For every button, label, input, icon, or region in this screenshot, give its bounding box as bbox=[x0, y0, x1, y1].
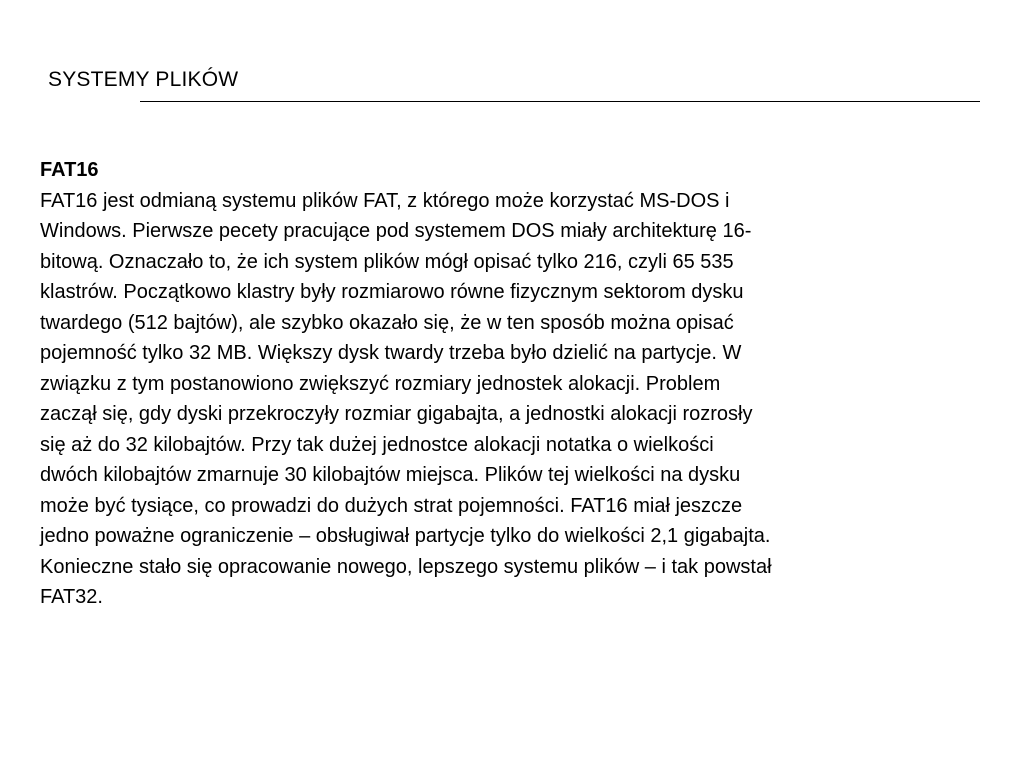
body-line: Windows. Pierwsze pecety pracujące pod systemem DOS miały architekturę 16- bbox=[40, 220, 752, 242]
body-line: twardego (512 bajtów), ale szybko okazało się, że w ten sposób można opisać bbox=[40, 311, 734, 334]
title-underline bbox=[140, 101, 980, 102]
body-line: się aż do 32 kilobajtów. Przy tak dużej jednostce alokacji notatka o wielkości bbox=[40, 433, 714, 456]
body-line: Konieczne stało się opracowanie nowego, lepszego systemu plików – i tak powstał bbox=[40, 555, 772, 578]
body-line: może być tysiące, co prowadzi do dużych strat pojemności. FAT16 miał jeszcze bbox=[40, 494, 743, 517]
body-line: związku z tym postanowiono zwiększyć rozmiary jednostek alokacji. Problem bbox=[40, 372, 721, 395]
body-line: pojemność tylko 32 MB. Większy dysk twardy trzeba było dzielić na partycje. W bbox=[40, 342, 742, 364]
body-line: jedno poważne ograniczenie – obsługiwał partycje tylko do wielkości 2,1 gigabajta. bbox=[40, 525, 771, 547]
body-line: zaczął się, gdy dyski przekroczyły rozmiar gigabajta, a jednostki alokacji rozrosły bbox=[40, 403, 753, 425]
body-line: bitową. Oznaczało to, że ich system plików mógł opisać tylko 216, czyli 65 535 bbox=[40, 250, 734, 273]
body-line: FAT16 jest odmianą systemu plików FAT, z którego może korzystać MS-DOS i bbox=[40, 189, 730, 212]
slide-body bbox=[40, 155, 990, 613]
section-heading: FAT16 bbox=[40, 159, 99, 181]
slide-title: SYSTEMY PLIKÓW bbox=[48, 68, 239, 91]
body-line: klastrów. Początkowo klastry były rozmiarowo równe fizycznym sektorom dysku bbox=[40, 281, 744, 303]
body-line: FAT32. bbox=[40, 586, 103, 608]
body-line: dwóch kilobajtów zmarnuje 30 kilobajtów miejsca. Plików tej wielkości na dysku bbox=[40, 464, 741, 486]
